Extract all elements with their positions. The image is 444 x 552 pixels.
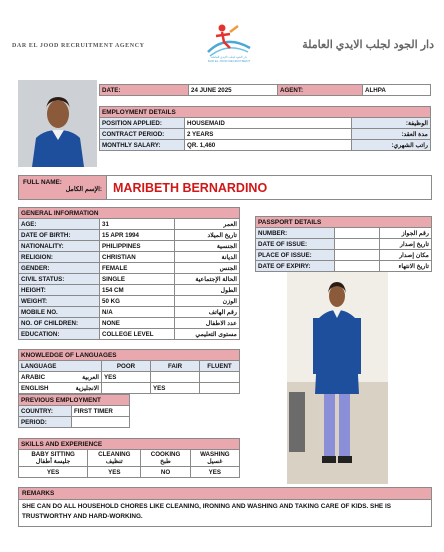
language-english-en: ENGLISH	[21, 384, 49, 392]
passport-row	[256, 261, 432, 272]
salary-label: MONTHLY SALARY:	[100, 140, 185, 151]
language-english-fluent	[200, 383, 240, 394]
general-row	[19, 307, 240, 318]
general-field-value: 31	[100, 219, 175, 230]
passport-details-title: PASSPORT DETAILS	[256, 217, 432, 228]
position-label-arabic: الوظيفة:	[352, 118, 431, 129]
passport-field-value	[335, 239, 380, 250]
general-field-label: EDUCATION:	[19, 329, 100, 340]
language-english-poor	[102, 383, 151, 394]
languages-header-language: LANGUAGE	[19, 361, 102, 372]
employment-details-table	[99, 106, 431, 151]
full-name-label-cell	[19, 176, 107, 199]
date-value: 24 JUNE 2025	[189, 85, 278, 96]
skill-name: WASHING	[200, 451, 230, 458]
previous-employment-table	[18, 394, 130, 428]
skill-name: COOKING	[150, 451, 181, 458]
general-row	[19, 329, 240, 340]
passport-field-label-arabic: تاريخ إصدار	[380, 239, 432, 250]
skill-name: BABY SITTING	[31, 451, 75, 458]
skill-value: YES	[190, 467, 239, 478]
general-field-label-arabic: الجنس	[175, 263, 240, 274]
agent-label: AGENT:	[278, 85, 363, 96]
languages-title: KNOWLEDGE OF LANGUAGES	[19, 350, 240, 361]
general-row	[19, 274, 240, 285]
passport-field-label: NUMBER:	[256, 228, 335, 239]
languages-header-fluent: FLUENT	[200, 361, 240, 372]
general-field-label: GENDER:	[19, 263, 100, 274]
salary-value: QR. 1,460	[185, 140, 352, 151]
remarks-title: REMARKS	[19, 488, 431, 500]
skill-name-arabic: غسيل	[207, 458, 223, 465]
general-field-value: CHRISTIAN	[100, 252, 175, 263]
general-field-label-arabic: الطول	[175, 285, 240, 296]
skill-name-arabic: تنظيف	[105, 458, 123, 465]
general-field-label-arabic: الجنسية	[175, 241, 240, 252]
general-field-value: SINGLE	[100, 274, 175, 285]
general-row	[19, 318, 240, 329]
general-field-value: N/A	[100, 307, 175, 318]
passport-field-label: DATE OF EXPIRY:	[256, 261, 335, 272]
passport-row	[256, 250, 432, 261]
general-row	[19, 230, 240, 241]
full-name-bar	[18, 175, 432, 200]
general-field-label: CIVIL STATUS:	[19, 274, 100, 285]
passport-field-label-arabic: تاريخ الانتهاء	[380, 261, 432, 272]
language-english-ar: الانجليزية	[75, 384, 99, 392]
agent-value: ALHPA	[363, 85, 431, 96]
skill-header	[190, 450, 239, 467]
general-field-label-arabic: العمر	[175, 219, 240, 230]
country-label: COUNTRY:	[19, 406, 72, 417]
language-arabic-ar: العربية	[82, 373, 99, 381]
general-field-label: RELIGION:	[19, 252, 100, 263]
applicant-photo-portrait	[18, 80, 97, 167]
period-label: PERIOD:	[19, 417, 72, 428]
passport-field-label-arabic: مكان إصدار	[380, 250, 432, 261]
date-label: DATE:	[100, 85, 189, 96]
position-value: HOUSEMAID	[185, 118, 352, 129]
remarks-box	[18, 487, 432, 527]
salary-label-arabic: راتب الشهري:	[352, 140, 431, 151]
general-field-value: 50 KG	[100, 296, 175, 307]
period-value	[72, 417, 130, 428]
general-field-value: COLLEGE LEVEL	[100, 329, 175, 340]
passport-field-label-arabic: رقم الجواز	[380, 228, 432, 239]
general-field-label: MOBILE NO.	[19, 307, 100, 318]
full-name-label: FULL NAME:	[23, 179, 62, 186]
contract-label-arabic: مدة العقد:	[352, 129, 431, 140]
full-name-label-arabic: الإسم الكامل:	[65, 186, 102, 193]
general-field-label-arabic: تاريخ الميلاد	[175, 230, 240, 241]
logo-caption: DAR EL JOOD RECRUITMENT	[207, 58, 251, 63]
general-row	[19, 285, 240, 296]
general-field-label: NATIONALITY:	[19, 241, 100, 252]
general-row	[19, 296, 240, 307]
skill-header	[141, 450, 190, 467]
passport-field-value	[335, 228, 380, 239]
skill-value: NO	[141, 467, 190, 478]
applicant-photo-full-body	[287, 272, 388, 484]
general-field-label: HEIGHT:	[19, 285, 100, 296]
general-field-label: DATE OF BIRTH:	[19, 230, 100, 241]
passport-row	[256, 239, 432, 250]
general-field-label-arabic: مستوى التعليمي	[175, 329, 240, 340]
language-arabic-fair	[151, 372, 200, 383]
general-row	[19, 219, 240, 230]
general-field-value: PHILIPPINES	[100, 241, 175, 252]
skill-name-arabic: طبخ	[160, 458, 171, 465]
employment-details-title: EMPLOYMENT DETAILS	[100, 107, 431, 118]
general-field-label-arabic: الوزن	[175, 296, 240, 307]
skill-header	[88, 450, 141, 467]
skills-title: SKILLS AND EXPERIENCE	[19, 439, 240, 450]
skill-name-arabic: جليسة أطفال	[35, 458, 71, 465]
position-label: POSITION APPLIED:	[100, 118, 185, 129]
previous-employment-title: PREVIOUS EMPLOYMENT	[19, 395, 130, 406]
passport-field-label: PLACE OF ISSUE:	[256, 250, 335, 261]
languages-table	[18, 349, 240, 394]
language-arabic	[19, 372, 102, 383]
general-field-label-arabic: رقم الهاتف	[175, 307, 240, 318]
languages-header-poor: POOR	[102, 361, 151, 372]
passport-row	[256, 228, 432, 239]
agency-name-english: DAR EL JOOD RECRUITMENT AGENCY	[12, 43, 145, 49]
language-arabic-poor: YES	[102, 372, 151, 383]
skill-name: CLEANING	[98, 451, 131, 458]
passport-field-value	[335, 250, 380, 261]
passport-details-table	[255, 216, 432, 272]
language-arabic-fluent	[200, 372, 240, 383]
general-field-label-arabic: الحالة الإجتماعية	[175, 274, 240, 285]
languages-header-fair: FAIR	[151, 361, 200, 372]
logo-caption-arabic: دار الجود لجلب الايدي العاملة	[211, 55, 247, 59]
skill-header	[19, 450, 88, 467]
agency-name-arabic: دار الجود لجلب الايدي العاملة	[302, 39, 434, 51]
agency-logo	[200, 18, 258, 68]
remarks-text: SHE CAN DO ALL HOUSEHOLD CHORES LIKE CLEANING, IRONING AND WASHING AND TAKING CARE OF KIDS. SHE IS TRUSTWORTHY AND HARD-WORKING.	[22, 503, 392, 520]
date-agent-table	[99, 84, 431, 96]
general-field-value: NONE	[100, 318, 175, 329]
general-field-label-arabic: الديانة	[175, 252, 240, 263]
general-field-value: 15 APR 1994	[100, 230, 175, 241]
full-name-value: MARIBETH BERNARDINO	[113, 181, 268, 195]
general-row	[19, 241, 240, 252]
contract-value: 2 YEARS	[185, 129, 352, 140]
skills-table	[18, 438, 240, 478]
passport-field-label: DATE OF ISSUE:	[256, 239, 335, 250]
language-arabic-en: ARABIC	[21, 373, 46, 381]
general-information-title: GENERAL INFORMATION	[19, 208, 240, 219]
country-value: FIRST TIMER	[72, 406, 130, 417]
general-field-label: AGE:	[19, 219, 100, 230]
general-row	[19, 263, 240, 274]
general-field-value: 154 CM	[100, 285, 175, 296]
passport-field-value	[335, 261, 380, 272]
general-field-value: FEMALE	[100, 263, 175, 274]
general-information-table	[18, 207, 240, 340]
contract-label: CONTRACT PERIOD:	[100, 129, 185, 140]
general-field-label: WEIGHT:	[19, 296, 100, 307]
general-field-label-arabic: عدد الاطفال	[175, 318, 240, 329]
skill-value: YES	[19, 467, 88, 478]
language-english	[19, 383, 102, 394]
skill-value: YES	[88, 467, 141, 478]
general-field-label: NO. OF CHILDREN:	[19, 318, 100, 329]
general-row	[19, 252, 240, 263]
language-english-fair: YES	[151, 383, 200, 394]
